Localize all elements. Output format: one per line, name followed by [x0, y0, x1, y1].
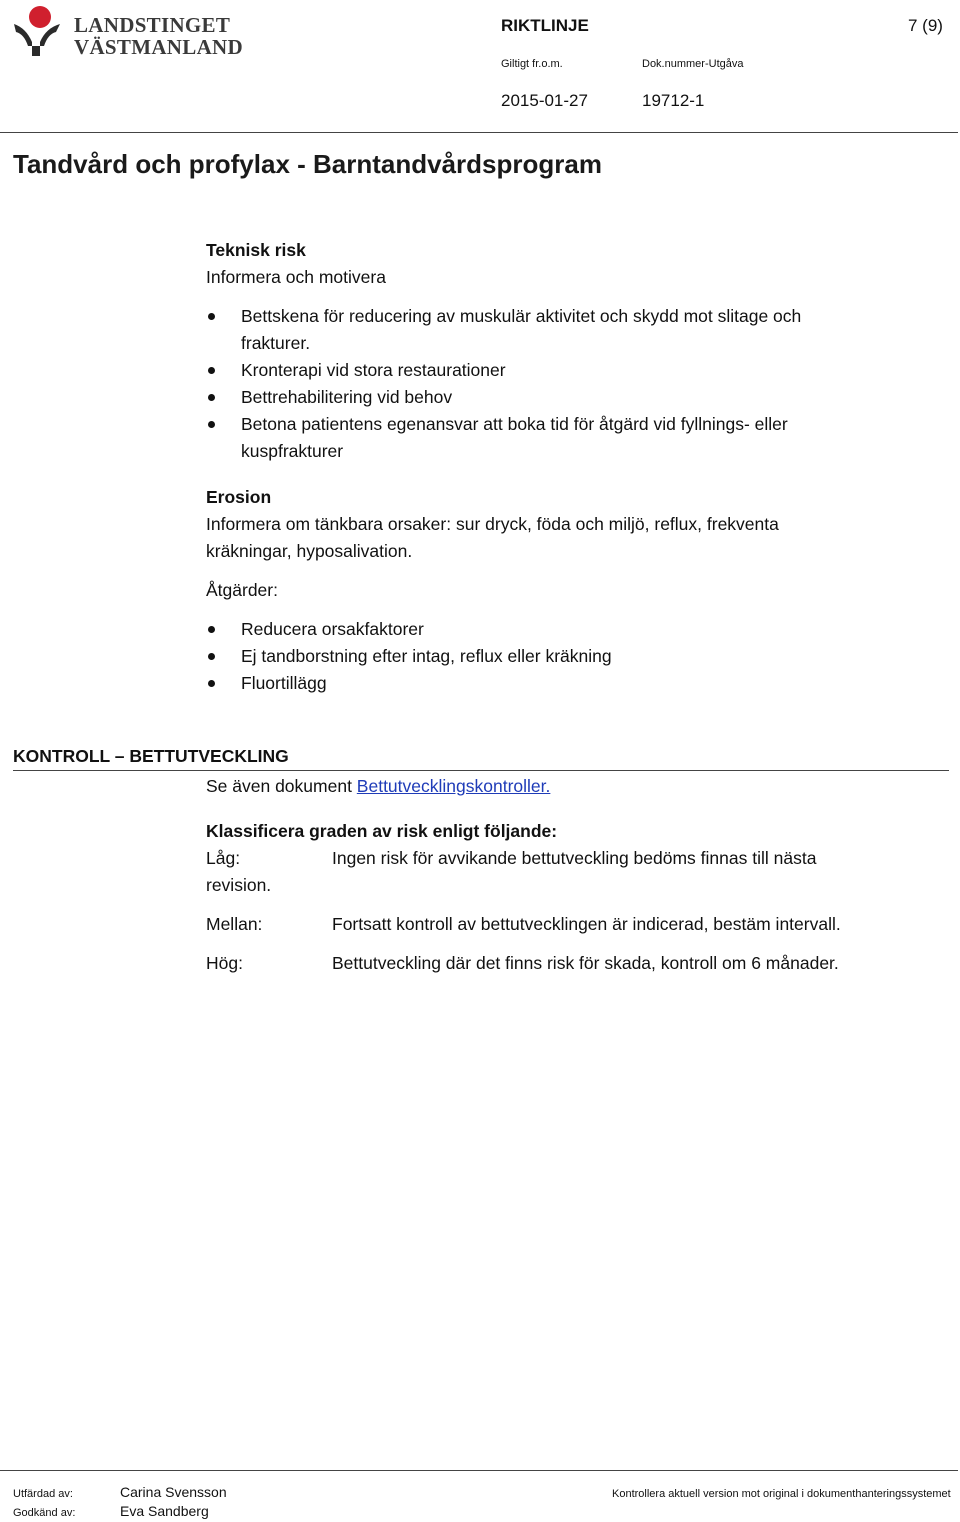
- bettutveckling-link[interactable]: Bettutvecklingskontroller.: [356, 776, 551, 796]
- teknisk-risk-heading: Teknisk risk: [206, 240, 306, 260]
- erosion-measures-list: [206, 616, 906, 697]
- level-medium-label: Mellan:: [206, 914, 263, 934]
- bullet-icon: [208, 367, 215, 374]
- measures-label: Åtgärder:: [206, 580, 278, 600]
- header-divider: [0, 132, 958, 133]
- level-low-text-cont: revision.: [206, 875, 272, 895]
- level-low-label: Låg:: [206, 848, 241, 868]
- valid-from-label: Giltigt fr.o.m.: [501, 58, 563, 70]
- list-item: Bettrehabilitering vid behov: [206, 384, 906, 411]
- teknisk-risk-intro: Informera och motivera: [206, 267, 386, 287]
- bullet-icon: [208, 394, 215, 401]
- document-type: RIKTLINJE: [501, 16, 589, 35]
- bullet-icon: [208, 626, 215, 633]
- list-item: Betona patientens egenansvar att boka tid för åtgärd vid fyllnings- eller kuspfrakturer: [206, 411, 906, 465]
- list-item: Bettskena för reducering av muskulär aktivitet och skydd mot slitage och frakturer.: [206, 303, 906, 357]
- see-also-text: Se även dokument Bettutvecklingskontroller.: [206, 776, 551, 796]
- bullet-icon: [208, 313, 215, 320]
- level-medium-text: Fortsatt kontroll av bettutvecklingen är indicerad, bestäm intervall.: [332, 914, 841, 934]
- level-high-text: Bettutveckling där det finns risk för skada, kontroll om 6 månader.: [332, 953, 839, 973]
- erosion-text-line2: kräkningar, hyposalivation.: [206, 541, 413, 561]
- issued-by-label: Utfärdad av:: [13, 1488, 73, 1500]
- list-item: Reducera orsakfaktorer: [206, 616, 906, 643]
- logo-wordmark: LANDSTINGET VÄSTMANLAND: [74, 13, 243, 59]
- version-check-note: Kontrollera aktuell version mot original i dokumenthanteringssystemet: [612, 1488, 951, 1500]
- approved-by-label: Godkänd av:: [13, 1507, 76, 1519]
- issued-by-name: Carina Svensson: [120, 1484, 227, 1500]
- page-title: Tandvård och profylax - Barntandvårdsprogram: [13, 149, 602, 179]
- page-number: 7 (9): [908, 16, 943, 35]
- bullet-icon: [208, 421, 215, 428]
- list-item: Fluortillägg: [206, 670, 906, 697]
- erosion-heading: Erosion: [206, 487, 272, 507]
- teknisk-risk-list: [206, 303, 906, 465]
- landstinget-logo: [10, 4, 243, 59]
- kontroll-divider: [13, 770, 949, 771]
- kontroll-heading: KONTROLL – BETTUTVECKLING: [13, 746, 289, 766]
- list-item: Kronterapi vid stora restaurationer: [206, 357, 906, 384]
- list-item: Ej tandborstning efter intag, reflux eller kräkning: [206, 643, 906, 670]
- footer-divider: [0, 1470, 958, 1471]
- bullet-icon: [208, 653, 215, 660]
- logo-emblem-icon: [10, 4, 62, 58]
- approved-by-name: Eva Sandberg: [120, 1503, 209, 1519]
- level-low-text: Ingen risk för avvikande bettutveckling bedöms finnas till nästa: [332, 848, 817, 868]
- doc-number-label: Dok.nummer-Utgåva: [642, 58, 744, 70]
- level-high-label: Hög:: [206, 953, 243, 973]
- erosion-text-line1: Informera om tänkbara orsaker: sur dryck, föda och miljö, reflux, frekventa: [206, 514, 779, 534]
- doc-number: 19712-1: [642, 91, 705, 110]
- classify-heading: Klassificera graden av risk enligt följande:: [206, 821, 558, 841]
- valid-from-date: 2015-01-27: [501, 91, 588, 110]
- bullet-icon: [208, 680, 215, 687]
